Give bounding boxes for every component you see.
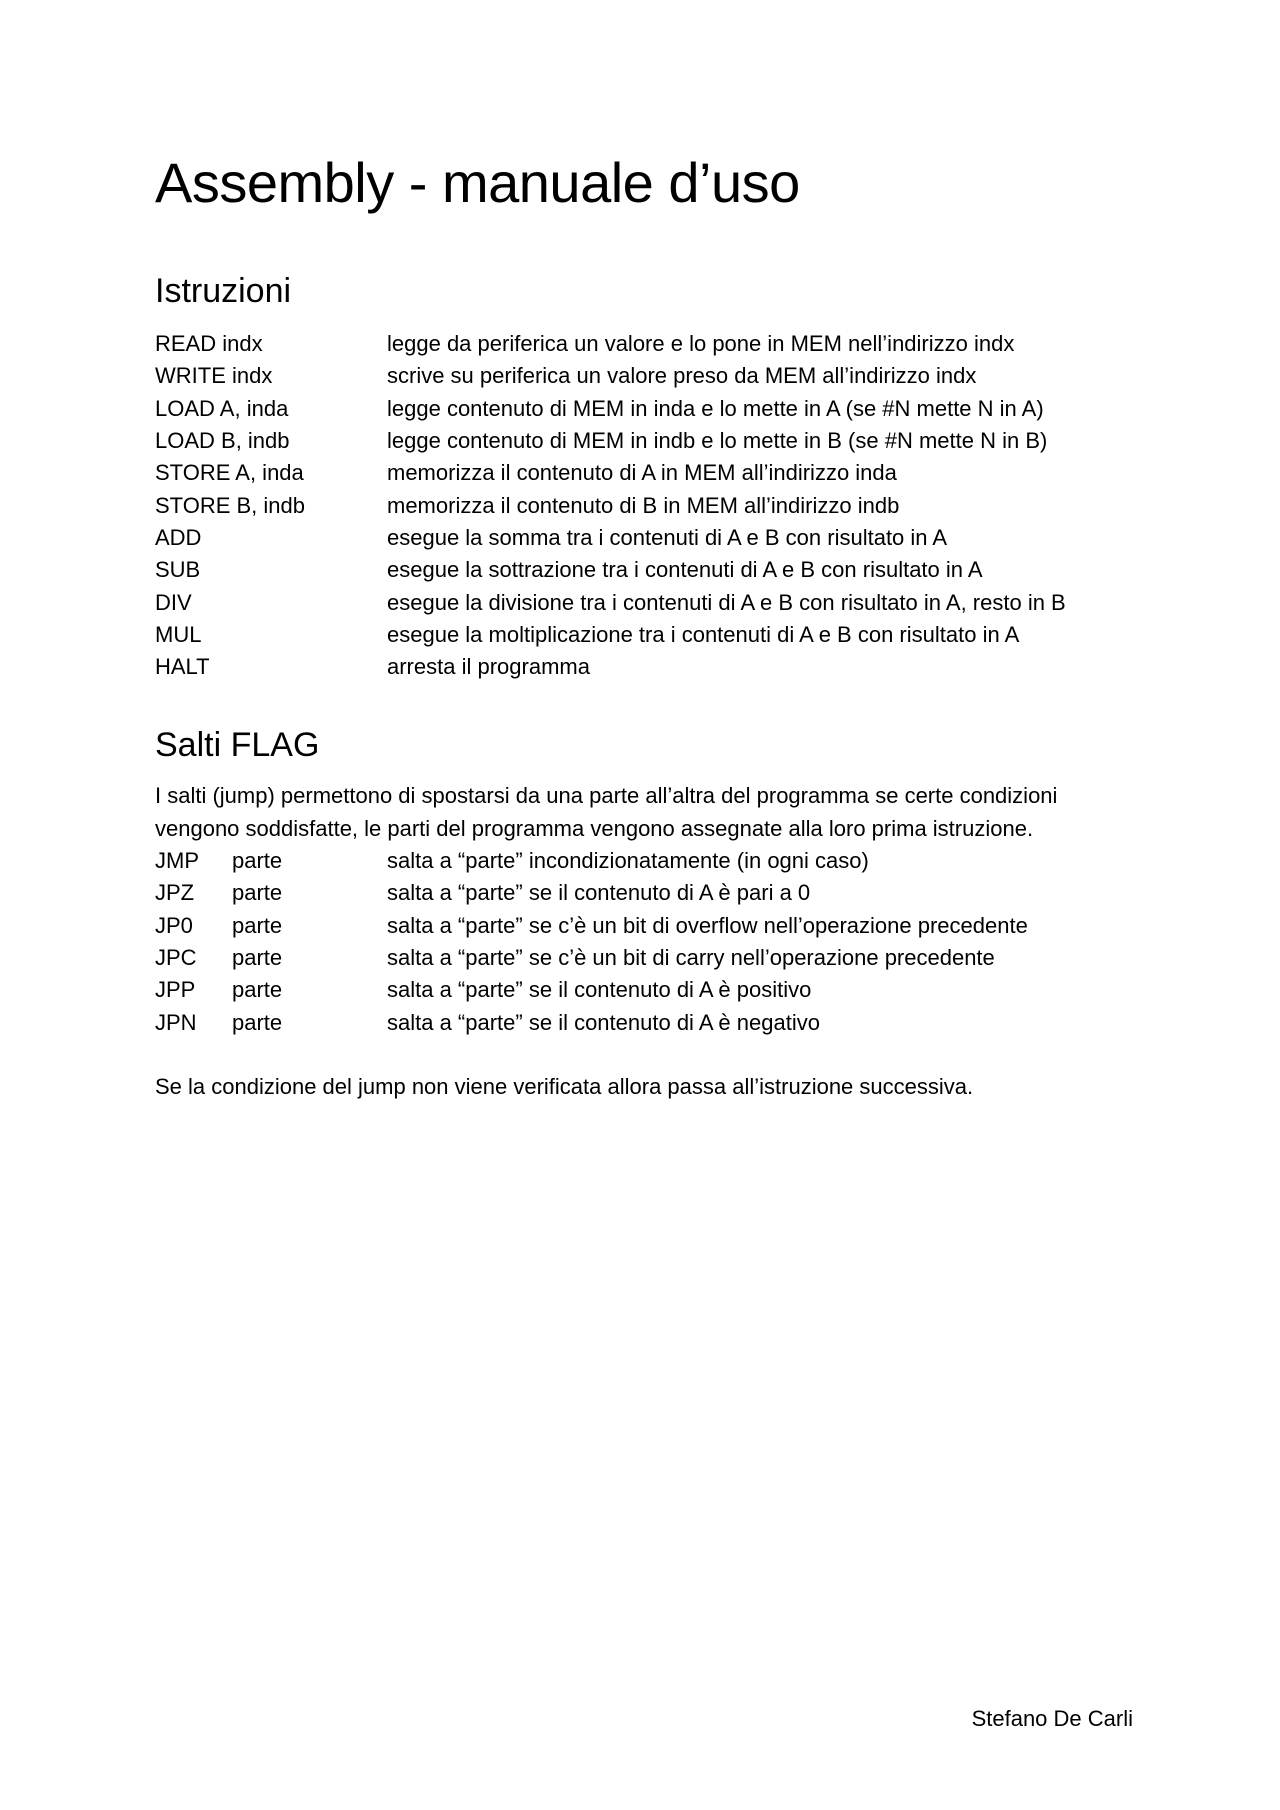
jump-description: salta a “parte” se c’è un bit di overflow nell’operazione precedente — [387, 912, 1028, 938]
jump-opcode: JPZ — [155, 880, 195, 906]
instruction-description: legge contenuto di MEM in indb e lo mette in B (se #N mette N in B) — [387, 428, 1048, 454]
instruction-command: WRITE indx — [155, 363, 273, 389]
author-signature: Stefano De Carli — [971, 1706, 1133, 1731]
jump-opcode: JPC — [155, 945, 197, 971]
instruction-row — [155, 457, 1135, 489]
jumps-table — [155, 845, 1135, 1039]
instruction-description: scrive su periferica un valore preso da MEM all’indirizzo indx — [387, 363, 977, 389]
jump-argument: parte — [232, 1009, 283, 1035]
instructions-table — [155, 328, 1135, 683]
instruction-row — [155, 489, 1135, 521]
instruction-command: SUB — [155, 557, 201, 583]
jump-row — [155, 845, 1135, 877]
jump-row — [155, 974, 1135, 1006]
instruction-row — [155, 554, 1135, 586]
jump-description: salta a “parte” incondizionatamente (in ogni caso) — [387, 848, 869, 874]
jump-argument: parte — [232, 977, 283, 1003]
jump-note: Se la condizione del jump non viene verificata allora passa all’istruzione successiva. — [155, 1074, 974, 1099]
instruction-command: STORE B, indb — [155, 492, 305, 518]
jump-description: salta a “parte” se il contenuto di A è pari a 0 — [387, 880, 811, 906]
instruction-command: DIV — [155, 589, 192, 615]
instruction-description: esegue la moltiplicazione tra i contenuti di A e B con risultato in A — [387, 621, 1020, 647]
section-heading-salti-flag: Salti FLAG — [155, 726, 320, 764]
jump-description: salta a “parte” se il contenuto di A è negativo — [387, 1009, 820, 1035]
instruction-command: ADD — [155, 524, 202, 550]
instruction-description: legge da periferica un valore e lo pone in MEM nell’indirizzo indx — [387, 331, 1015, 357]
instruction-description: esegue la divisione tra i contenuti di A e B con risultato in A, resto in B — [387, 589, 1066, 615]
instruction-row — [155, 651, 1135, 683]
jump-description: salta a “parte” se c’è un bit di carry nell’operazione precedente — [387, 945, 995, 971]
instruction-row — [155, 586, 1135, 618]
instruction-command: LOAD A, inda — [155, 395, 289, 421]
jump-opcode: JPP — [155, 977, 196, 1003]
jumps-intro-paragraph: I salti (jump) permettono di spostarsi da una parte all’altra del programma se certe condizioni vengono soddisfatte, le parti del programma vengono assegnate alla loro prima istruzione. — [155, 783, 1058, 841]
instruction-row — [155, 360, 1135, 392]
instruction-row — [155, 425, 1135, 457]
document-title: Assembly - manuale d’uso — [155, 151, 800, 214]
instruction-row — [155, 393, 1135, 425]
jump-row — [155, 1006, 1135, 1038]
instruction-command: READ indx — [155, 331, 263, 357]
jump-row — [155, 910, 1135, 942]
instruction-description: legge contenuto di MEM in inda e lo mette in A (se #N mette N in A) — [387, 395, 1044, 421]
jump-row — [155, 877, 1135, 909]
jump-opcode: JPN — [155, 1009, 197, 1035]
jump-opcode: JMP — [155, 848, 199, 874]
jump-argument: parte — [232, 880, 283, 906]
instruction-description: esegue la sottrazione tra i contenuti di A e B con risultato in A — [387, 557, 983, 583]
instruction-row — [155, 328, 1135, 360]
jump-argument: parte — [232, 912, 283, 938]
instruction-row — [155, 619, 1135, 651]
jump-row — [155, 942, 1135, 974]
instruction-description: esegue la somma tra i contenuti di A e B con risultato in A — [387, 524, 948, 550]
instruction-command: STORE A, inda — [155, 460, 304, 486]
instruction-row — [155, 522, 1135, 554]
jump-argument: parte — [232, 848, 283, 874]
instruction-command: MUL — [155, 621, 202, 647]
jump-argument: parte — [232, 945, 283, 971]
instruction-command: LOAD B, indb — [155, 428, 290, 454]
instruction-description: memorizza il contenuto di B in MEM all’indirizzo indb — [387, 492, 900, 518]
jump-opcode: JP0 — [155, 912, 193, 938]
instruction-command: HALT — [155, 654, 210, 680]
section-heading-istruzioni: Istruzioni — [155, 272, 292, 310]
jump-description: salta a “parte” se il contenuto di A è positivo — [387, 977, 812, 1003]
instruction-description: memorizza il contenuto di A in MEM all’indirizzo inda — [387, 460, 897, 486]
instruction-description: arresta il programma — [387, 654, 590, 680]
